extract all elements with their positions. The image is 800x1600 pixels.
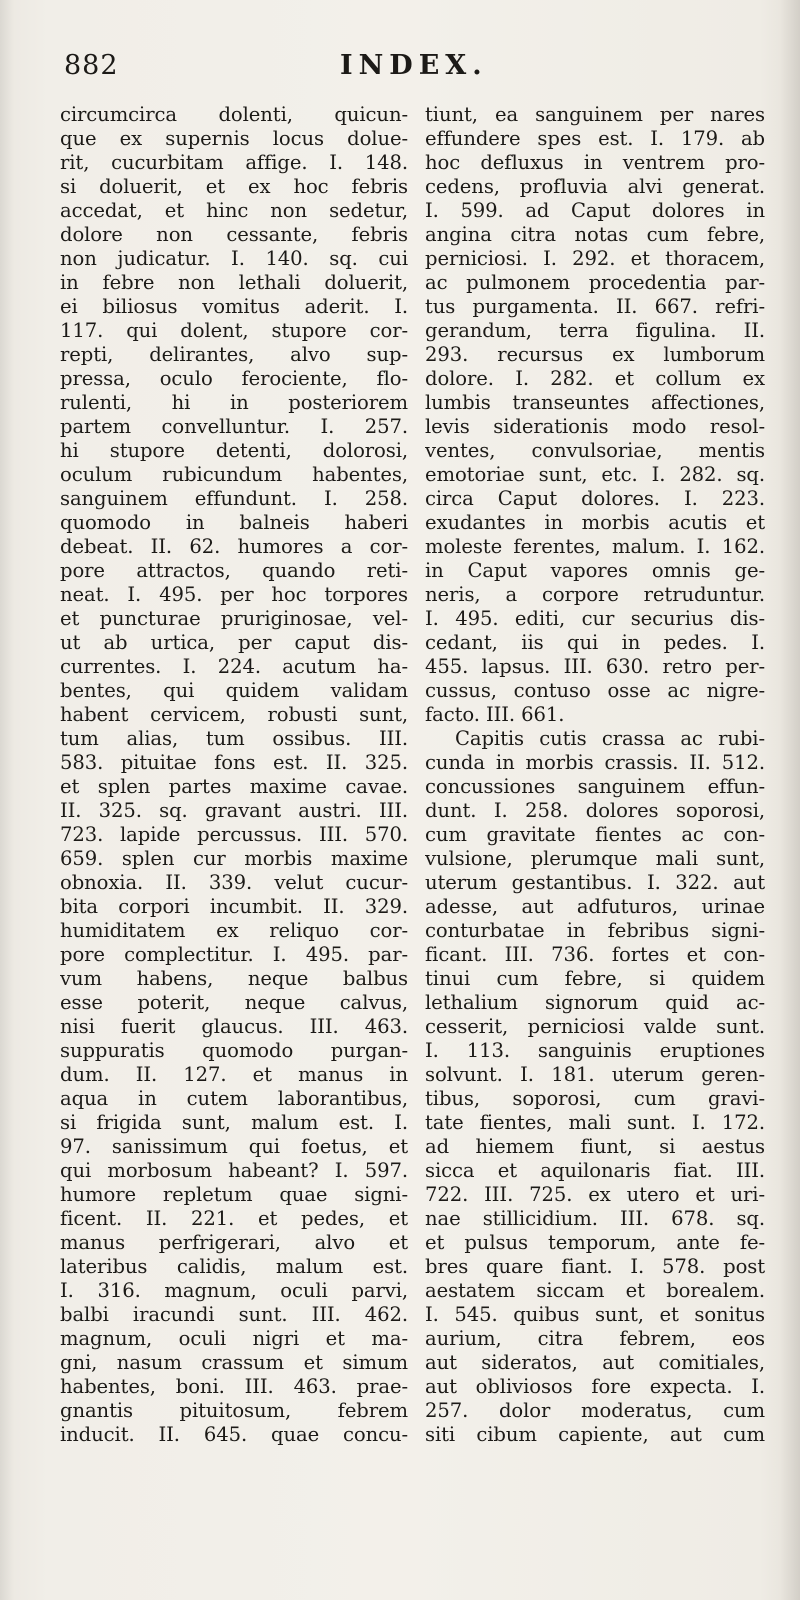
text-line: sicca et aquilonaris fiat. III. xyxy=(425,1159,765,1182)
text-line: esse poterit, neque calvus, xyxy=(60,991,408,1014)
text-line: angina citra notas cum febre, xyxy=(425,223,765,246)
text-line: accedat, et hinc non sedetur, xyxy=(60,199,408,222)
text-line: magnum, oculi nigri et ma- xyxy=(60,1327,408,1350)
text-line: neris, a corpore retruduntur. xyxy=(425,583,765,606)
text-line: I. 545. quibus sunt, et sonitus xyxy=(425,1303,765,1326)
text-line: vum habens, neque balbus xyxy=(60,967,408,990)
text-line: 455. lapsus. III. 630. retro per- xyxy=(425,655,765,678)
text-line: pore complectitur. I. 495. par- xyxy=(60,943,408,966)
text-line: dunt. I. 258. dolores soporosi, xyxy=(425,799,765,822)
text-line: manus perfrigerari, alvo et xyxy=(60,1231,408,1254)
text-line: 257. dolor moderatus, cum xyxy=(425,1399,765,1422)
text-line: Capitis cutis crassa ac rubi- xyxy=(455,727,765,750)
text-line: uterum gestantibus. I. 322. aut xyxy=(425,871,765,894)
text-line: 723. lapide percussus. III. 570. xyxy=(60,823,408,846)
text-line: effundere spes est. I. 179. ab xyxy=(425,127,765,150)
text-line: repti, delirantes, alvo sup- xyxy=(60,343,408,366)
text-line: 583. pituitae fons est. II. 325. xyxy=(60,751,408,774)
text-line: ut ab urtica, per caput dis- xyxy=(60,631,408,654)
text-line: I. 495. editi, cur securius dis- xyxy=(425,607,765,630)
text-line: emotoriae sunt, etc. I. 282. sq. xyxy=(425,463,765,486)
text-line: tum alias, tum ossibus. III. xyxy=(60,727,408,750)
text-line: lumbis transeuntes affectiones, xyxy=(425,391,765,414)
text-line: siti cibum capiente, aut cum xyxy=(425,1423,765,1446)
text-line: facto. III. 661. xyxy=(425,703,565,726)
text-line: quomodo in balneis haberi xyxy=(60,511,408,534)
text-line: 293. recursus ex lumborum xyxy=(425,343,765,366)
text-line: lethalium signorum quid ac- xyxy=(425,991,765,1014)
text-line: cunda in morbis crassis. II. 512. xyxy=(425,751,765,774)
text-line: et puncturae pruriginosae, vel- xyxy=(60,607,408,630)
text-line: et pulsus temporum, ante fe- xyxy=(425,1231,765,1254)
text-line: nae stillicidium. III. 678. sq. xyxy=(425,1207,765,1230)
text-line: II. 325. sq. gravant austri. III. xyxy=(60,799,408,822)
text-line: adesse, aut adfuturos, urinae xyxy=(425,895,765,918)
text-line: in febre non lethali doluerit, xyxy=(60,271,408,294)
running-head: INDEX. xyxy=(340,50,488,81)
text-line: in Caput vapores omnis ge- xyxy=(425,559,765,582)
text-line: rulenti, hi in posteriorem xyxy=(60,391,408,414)
text-line: non judicatur. I. 140. sq. cui xyxy=(60,247,408,270)
text-line: tiunt, ea sanguinem per nares xyxy=(425,103,765,126)
text-line: 722. III. 725. ex utero et uri- xyxy=(425,1183,765,1206)
text-line: 97. sanissimum qui foetus, et xyxy=(60,1135,408,1158)
text-line: circa Caput dolores. I. 223. xyxy=(425,487,765,510)
text-line: aestatem siccam et borealem. xyxy=(425,1279,765,1302)
text-line: aqua in cutem laborantibus, xyxy=(60,1087,408,1110)
text-line: cussus, contuso osse ac nigre- xyxy=(425,679,765,702)
text-line: cedant, iis qui in pedes. I. xyxy=(425,631,765,654)
text-line: partem convelluntur. I. 257. xyxy=(60,415,408,438)
page-number: 882 xyxy=(64,50,119,81)
text-line: I. 599. ad Caput dolores in xyxy=(425,199,765,222)
text-line: ficant. III. 736. fortes et con- xyxy=(425,943,765,966)
text-line: habentes, boni. III. 463. prae- xyxy=(60,1375,408,1398)
text-line: dolore. I. 282. et collum ex xyxy=(425,367,765,390)
text-line: circumcirca dolenti, quicun- xyxy=(60,103,408,126)
text-line: rit, cucurbitam affige. I. 148. xyxy=(60,151,408,174)
text-line: concussiones sanguinem effun- xyxy=(425,775,765,798)
left-column xyxy=(60,103,408,1447)
page-gutter-shadow xyxy=(780,0,800,1600)
text-line: conturbatae in febribus signi- xyxy=(425,919,765,942)
text-line: neat. I. 495. per hoc torpores xyxy=(60,583,408,606)
text-line: cesserit, perniciosi valde sunt. xyxy=(425,1015,765,1038)
text-line: cedens, profluvia alvi generat. xyxy=(425,175,765,198)
text-line: sanguinem effundunt. I. 258. xyxy=(60,487,408,510)
text-line: ventes, convulsoriae, mentis xyxy=(425,439,765,462)
right-column xyxy=(425,103,765,1447)
text-line: nisi fuerit glaucus. III. 463. xyxy=(60,1015,408,1038)
page-edge-shadow xyxy=(0,0,14,1600)
text-line: suppuratis quomodo purgan- xyxy=(60,1039,408,1062)
text-line: exudantes in morbis acutis et xyxy=(425,511,765,534)
text-line: moleste ferentes, malum. I. 162. xyxy=(425,535,765,558)
text-line: tinui cum febre, si quidem xyxy=(425,967,765,990)
page-header xyxy=(0,50,800,90)
text-line: gni, nasum crassum et simum xyxy=(60,1351,408,1374)
text-line: ei biliosus vomitus aderit. I. xyxy=(60,295,408,318)
text-line: et splen partes maxime cavae. xyxy=(60,775,408,798)
text-line: balbi iracundi sunt. III. 462. xyxy=(60,1303,408,1326)
text-line: currentes. I. 224. acutum ha- xyxy=(60,655,408,678)
text-line: pore attractos, quando reti- xyxy=(60,559,408,582)
text-line: si doluerit, et ex hoc febris xyxy=(60,175,408,198)
text-line: 117. qui dolent, stupore cor- xyxy=(60,319,408,342)
text-line: cum gravitate fientes ac con- xyxy=(425,823,765,846)
text-line: dolore non cessante, febris xyxy=(60,223,408,246)
text-line: aut obliviosos fore expecta. I. xyxy=(425,1375,765,1398)
text-line: bres quare fiant. I. 578. post xyxy=(425,1255,765,1278)
text-line: que ex supernis locus dolue- xyxy=(60,127,408,150)
text-line: aut sideratos, aut comitiales, xyxy=(425,1351,765,1374)
text-line: solvunt. I. 181. uterum geren- xyxy=(425,1063,765,1086)
text-line: 659. splen cur morbis maxime xyxy=(60,847,408,870)
text-line: tate fientes, mali sunt. I. 172. xyxy=(425,1111,765,1134)
text-line: dum. II. 127. et manus in xyxy=(60,1063,408,1086)
text-line: I. 316. magnum, oculi parvi, xyxy=(60,1279,408,1302)
text-line: si frigida sunt, malum est. I. xyxy=(60,1111,408,1134)
text-line: gnantis pituitosum, febrem xyxy=(60,1399,408,1422)
text-line: I. 113. sanguinis eruptiones xyxy=(425,1039,765,1062)
text-line: tus purgamenta. II. 667. refri- xyxy=(425,295,765,318)
text-line: vulsione, plerumque mali sunt, xyxy=(425,847,765,870)
text-line: humore repletum quae signi- xyxy=(60,1183,408,1206)
text-line: gerandum, terra figulina. II. xyxy=(425,319,765,342)
text-line: qui morbosum habeant? I. 597. xyxy=(60,1159,408,1182)
text-line: pressa, oculo ferociente, flo- xyxy=(60,367,408,390)
text-line: tibus, soporosi, cum gravi- xyxy=(425,1087,765,1110)
text-line: ficent. II. 221. et pedes, et xyxy=(60,1207,408,1230)
text-line: habent cervicem, robusti sunt, xyxy=(60,703,408,726)
text-line: aurium, citra febrem, eos xyxy=(425,1327,765,1350)
text-line: inducit. II. 645. quae concu- xyxy=(60,1423,408,1446)
text-line: hoc defluxus in ventrem pro- xyxy=(425,151,765,174)
text-line: debeat. II. 62. humores a cor- xyxy=(60,535,408,558)
text-line: ac pulmonem procedentia par- xyxy=(425,271,765,294)
text-line: bentes, qui quidem validam xyxy=(60,679,408,702)
text-line: perniciosi. I. 292. et thoracem, xyxy=(425,247,765,270)
text-line: lateribus calidis, malum est. xyxy=(60,1255,408,1278)
text-line: humiditatem ex reliquo cor- xyxy=(60,919,408,942)
text-line: levis siderationis modo resol- xyxy=(425,415,765,438)
text-line: oculum rubicundum habentes, xyxy=(60,463,408,486)
text-line: ad hiemem fiunt, si aestus xyxy=(425,1135,765,1158)
text-line: bita corpori incumbit. II. 329. xyxy=(60,895,408,918)
text-line: obnoxia. II. 339. velut cucur- xyxy=(60,871,408,894)
text-line: hi stupore detenti, dolorosi, xyxy=(60,439,408,462)
